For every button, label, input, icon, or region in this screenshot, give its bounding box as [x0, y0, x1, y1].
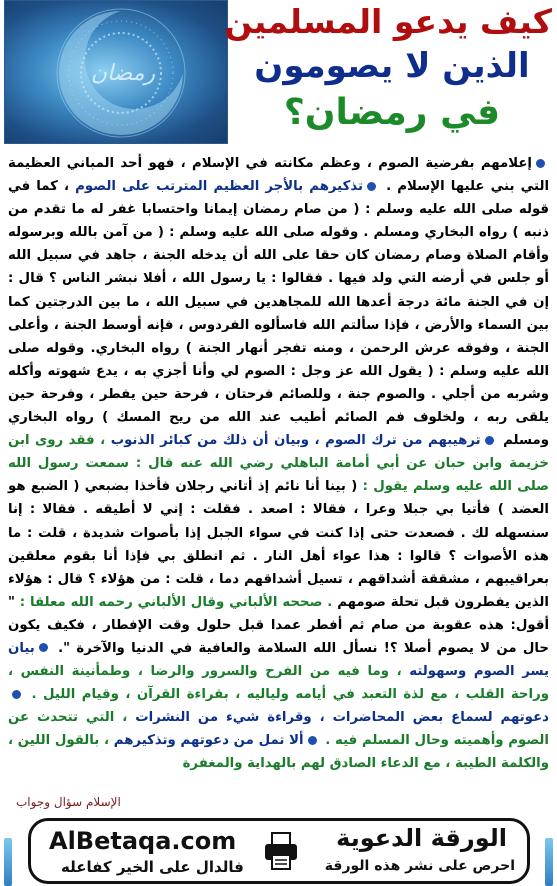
- printer-icon: [263, 831, 299, 871]
- bullet-point-icon: [308, 736, 317, 745]
- article-text-segment: دعوتهم لسماع بعض المحاضرات ، وقراءة شيء من النشرات: [127, 710, 549, 726]
- source-attribution: الإسلام سؤال وجواب: [16, 795, 121, 809]
- article-text-segment: بيان يسر الصوم وسهولته: [8, 640, 550, 680]
- footer-banner: [28, 818, 530, 884]
- page-title-line-2: الذين لا يصومون: [254, 46, 530, 86]
- title-block: [224, 0, 552, 150]
- article-text-segment: ترهيبهم من ترك الصوم ، وبيان أن ذلك من كبائر الذنوب: [105, 433, 481, 449]
- article-text-segment: تذكيرهم بالأجر العظيم المترتب على الصوم: [69, 179, 364, 195]
- page-title-line-1: كيف يدعو المسلمين: [224, 2, 552, 41]
- page-title-line-3: في رمضان؟: [283, 92, 501, 133]
- ramadan-crescent-image: [4, 0, 228, 144]
- side-tab-right: [545, 838, 553, 886]
- article-text-segment: ، وما فيه من الفرح والسرور والرضا ، وطمأنينة النفس ، وراحة القلب ، مع لذة التعبد في أيامه ولياليه ، بقراءة القرآن ، وقيام الليل .: [8, 664, 549, 703]
- footer-slogan: احرص على نشر هذه الورقة: [324, 858, 515, 874]
- footer-tagline: فالدال على الخير كفاعله: [61, 858, 244, 876]
- footer-brand: الورقة الدعوية: [336, 824, 507, 852]
- article-text-segment: ألا تمل من دعوتهم وتذكيرهم: [109, 733, 304, 749]
- bullet-point-icon: [39, 643, 48, 652]
- bullet-point-icon: [367, 182, 376, 191]
- article-text-segment: ، بالقول اللين ، والكلمة الطيبة ، مع الدعاء الصادق لهم بالهداية والمغفرة: [8, 733, 549, 772]
- bullet-point-icon: [485, 436, 494, 445]
- bullet-point-icon: [12, 690, 21, 699]
- article-text-segment: " أقول: هذه عقوبة من صام ثم أفطر عمدا قبل حلول وقت الإفطار ، فكيف يكون حال من لا يصوم أصلا ؟! نسأل الله السلامة والعافية في الدنيا والآخرة ".: [8, 594, 549, 656]
- article-text-segment: ، التي تتحدث عن الصوم وأهميته وحال المسلم فيه .: [8, 710, 549, 749]
- article-text-segment: ، كما في قوله صلى الله عليه وسلم : ( من صام رمضان إيمانا واحتسابا غفر له ما تقدم من ذنبه ) رواه البخاري ومسلم . وقوله صلى الله عليه وسلم : ( من آمن بالله وبرسوله وأقام الصلاة وصام رمضان كان حقا على الله أن يدخله الجنة ، جاهد في سبيل الله أو جلس في أرضه التي ولد فيها . فقالوا : يا رسول الله ، أفلا نبشر الناس ؟ قال : إن في الجنة مائة درجة أعدها الله للمجاهدين في سبيل الله ، ما بين الدرجتين كما بين السماء والأرض ، فإذا سألتم الله فاسألوه الفردوس ، فإنه أوسط الجنة ، وأعلى الجنة ، وفوقه عرش الرحمن ، ومنه تفجر أنهار الجنة ) رواه البخاري. وقوله صلى الله عليه وسلم : ( يقول الله عز وجل : الصوم لي وأنا أجزي به ، يدع شهوته وأكله وشربه من أجلي . والصوم جنة ، وللصائم فرحتان ، فرحة حين يفطر ، وفرحة حين يلقى ربه ، ولخلوف فم الصائم أطيب عند الله من ريح المسك ) رواه البخاري ومسلم: [8, 179, 549, 449]
- article-text-segment: إعلامهم بفرضية الصوم ، وعظم مكانته في الإسلام ، فهو أحد المباني العظيمة التي بني عليها الإسلام .: [8, 156, 549, 195]
- article-text-segment: . صححه الألباني وقال الألباني رحمه الله معلقا :: [14, 594, 333, 610]
- article-body: [8, 152, 549, 776]
- article-text-segment: ، فقد روى ابن خزيمة وابن حبان عن أبي أمامة الباهلي رضي الله عنه قال : سمعت رسول الله صلى الله عليه وسلم يقول :: [8, 433, 549, 495]
- article-text-segment: ( بينا أنا نائم إذ أتاني رجلان فأخذا بضبعي ( الضبع هو العضد ) فأتيا بي جبلا وعرا ، فقالا : اصعد . فقلت : إني لا أطيقه . فقالا : إنا سنسهله لك . فصعدت حتى إذا كنت في سواء الجبل إذا بأصوات شديدة ، قلت : ما هذه الأصوات ؟ قالوا : هذا عواء أهل النار . ثم انطلق بي فإذا أنا بقوم معلقين بعراقيبهم ، مشققة أشداقهم ، تسيل أشداقهم دما ، قلت : من هؤلاء ؟ قال : هؤلاء الذين يفطرون قبل تحلة صومهم: [8, 479, 549, 610]
- bullet-point-icon: [536, 159, 545, 168]
- ramadan-calligraphy: رمضان: [90, 61, 156, 86]
- side-tab-left: [4, 838, 12, 886]
- footer-website[interactable]: AlBetaqa.com: [49, 827, 237, 855]
